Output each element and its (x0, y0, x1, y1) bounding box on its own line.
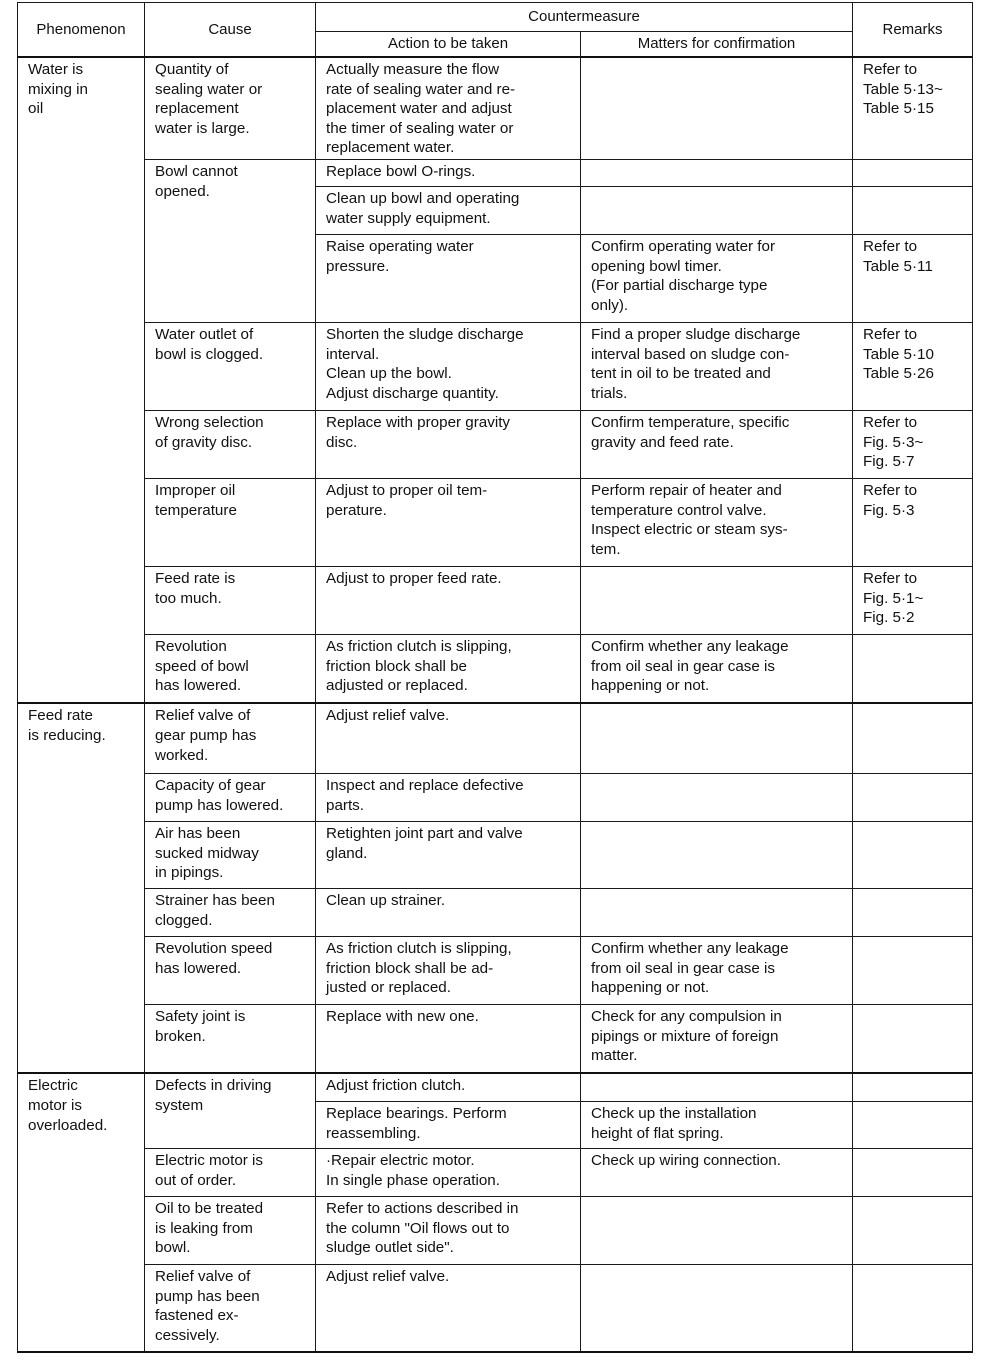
action-cell: Adjust relief valve. (316, 1264, 581, 1352)
remarks-cell (853, 1148, 973, 1196)
remarks-cell: Refer to Table 5·10 Table 5·26 (853, 322, 973, 410)
remarks-cell (853, 773, 973, 821)
action-cell: Retighten joint part and valve gland. (316, 821, 581, 888)
remarks-cell: Refer to Fig. 5·3 (853, 478, 973, 566)
remarks-cell (853, 703, 973, 773)
action-cell: Shorten the sludge discharge interval. Clean up the bowl. Adjust discharge quantity. (316, 322, 581, 410)
table-row (18, 478, 973, 566)
phenomenon-cell: Water is mixing in oil (18, 57, 145, 703)
confirmation-cell: Confirm whether any leakage from oil seal in gear case is happening or not. (581, 936, 853, 1004)
troubleshooting-page (17, 2, 972, 1353)
confirmation-cell (581, 773, 853, 821)
action-cell: As friction clutch is slipping, friction block shall be adjusted or replaced. (316, 634, 581, 703)
action-cell: Raise operating water pressure. (316, 234, 581, 322)
action-cell: Clean up strainer. (316, 888, 581, 936)
table-row (18, 159, 973, 186)
cause-cell: Water outlet of bowl is clogged. (145, 322, 316, 410)
confirmation-cell (581, 159, 853, 186)
header-action: Action to be taken (316, 32, 581, 58)
remarks-cell (853, 888, 973, 936)
confirmation-cell: Check up the installation height of flat spring. (581, 1101, 853, 1148)
action-cell: Refer to actions described in the column "Oil flows out to sludge outlet side". (316, 1196, 581, 1264)
table-row (18, 1264, 973, 1352)
header-cause: Cause (145, 3, 316, 58)
remarks-cell (853, 1004, 973, 1073)
action-cell: Replace with proper gravity disc. (316, 410, 581, 478)
remarks-cell: Refer to Fig. 5·3~ Fig. 5·7 (853, 410, 973, 478)
cause-cell: Capacity of gear pump has lowered. (145, 773, 316, 821)
header-countermeasure: Countermeasure (316, 3, 853, 32)
confirmation-cell (581, 1073, 853, 1101)
confirmation-cell (581, 57, 853, 159)
confirmation-cell (581, 703, 853, 773)
table-row (18, 773, 973, 821)
table-row (18, 634, 973, 703)
table-row (18, 936, 973, 1004)
remarks-cell (853, 186, 973, 234)
confirmation-cell: Check for any compulsion in pipings or mixture of foreign matter. (581, 1004, 853, 1073)
cause-cell: Revolution speed has lowered. (145, 936, 316, 1004)
cause-cell: Strainer has been clogged. (145, 888, 316, 936)
action-cell: Adjust to proper feed rate. (316, 566, 581, 634)
cause-cell: Wrong selection of gravity disc. (145, 410, 316, 478)
table-row (18, 57, 973, 159)
cause-cell: Bowl cannot opened. (145, 159, 316, 322)
remarks-cell (853, 159, 973, 186)
confirmation-cell: Perform repair of heater and temperature control valve. Inspect electric or steam sys- tem. (581, 478, 853, 566)
remarks-cell (853, 936, 973, 1004)
confirmation-cell (581, 186, 853, 234)
cause-cell: Electric motor is out of order. (145, 1148, 316, 1196)
cause-cell: Revolution speed of bowl has lowered. (145, 634, 316, 703)
confirmation-cell (581, 566, 853, 634)
action-cell: Clean up bowl and operating water supply equipment. (316, 186, 581, 234)
phenomenon-cell: Feed rate is reducing. (18, 703, 145, 1073)
remarks-cell (853, 1101, 973, 1148)
table-row (18, 1196, 973, 1264)
remarks-cell: Refer to Table 5·11 (853, 234, 973, 322)
header-phenomenon: Phenomenon (18, 3, 145, 58)
table-header (18, 3, 973, 58)
action-cell: Replace bearings. Perform reassembling. (316, 1101, 581, 1148)
action-cell: Replace with new one. (316, 1004, 581, 1073)
cause-cell: Air has been sucked midway in pipings. (145, 821, 316, 888)
table-row (18, 410, 973, 478)
action-cell: Adjust friction clutch. (316, 1073, 581, 1101)
remarks-cell (853, 634, 973, 703)
remarks-cell (853, 1264, 973, 1352)
cause-cell: Relief valve of pump has been fastened ex- cessively. (145, 1264, 316, 1352)
remarks-cell (853, 821, 973, 888)
table-row (18, 1073, 973, 1101)
confirmation-cell: Confirm temperature, specific gravity and feed rate. (581, 410, 853, 478)
table-row (18, 322, 973, 410)
action-cell: As friction clutch is slipping, friction block shall be ad- justed or replaced. (316, 936, 581, 1004)
remarks-cell (853, 1196, 973, 1264)
table-row (18, 821, 973, 888)
phenomenon-cell: Electric motor is overloaded. (18, 1073, 145, 1352)
cause-cell: Oil to be treated is leaking from bowl. (145, 1196, 316, 1264)
confirmation-cell: Check up wiring connection. (581, 1148, 853, 1196)
confirmation-cell (581, 1196, 853, 1264)
action-cell: Actually measure the flow rate of sealing water and re- placement water and adjust the timer of sealing water or replacement water. (316, 57, 581, 159)
confirmation-cell: Find a proper sludge discharge interval based on sludge con- tent in oil to be treated and trials. (581, 322, 853, 410)
cause-cell: Relief valve of gear pump has worked. (145, 703, 316, 773)
troubleshooting-table (17, 2, 973, 1353)
cause-cell: Safety joint is broken. (145, 1004, 316, 1073)
table-body (18, 57, 973, 1352)
header-confirm: Matters for confirmation (581, 32, 853, 58)
confirmation-cell (581, 1264, 853, 1352)
action-cell: ·Repair electric motor. In single phase operation. (316, 1148, 581, 1196)
action-cell: Inspect and replace defective parts. (316, 773, 581, 821)
confirmation-cell: Confirm operating water for opening bowl timer. (For partial discharge type only). (581, 234, 853, 322)
action-cell: Adjust to proper oil tem- perature. (316, 478, 581, 566)
remarks-cell (853, 1073, 973, 1101)
cause-cell: Quantity of sealing water or replacement water is large. (145, 57, 316, 159)
table-row (18, 703, 973, 773)
confirmation-cell (581, 821, 853, 888)
remarks-cell: Refer to Fig. 5·1~ Fig. 5·2 (853, 566, 973, 634)
table-row (18, 566, 973, 634)
action-cell: Replace bowl O-rings. (316, 159, 581, 186)
table-row (18, 1148, 973, 1196)
cause-cell: Defects in driving system (145, 1073, 316, 1148)
cause-cell: Improper oil temperature (145, 478, 316, 566)
cause-cell: Feed rate is too much. (145, 566, 316, 634)
confirmation-cell (581, 888, 853, 936)
header-remarks: Remarks (853, 3, 973, 58)
confirmation-cell: Confirm whether any leakage from oil seal in gear case is happening or not. (581, 634, 853, 703)
table-row (18, 1004, 973, 1073)
remarks-cell: Refer to Table 5·13~ Table 5·15 (853, 57, 973, 159)
table-row (18, 888, 973, 936)
action-cell: Adjust relief valve. (316, 703, 581, 773)
